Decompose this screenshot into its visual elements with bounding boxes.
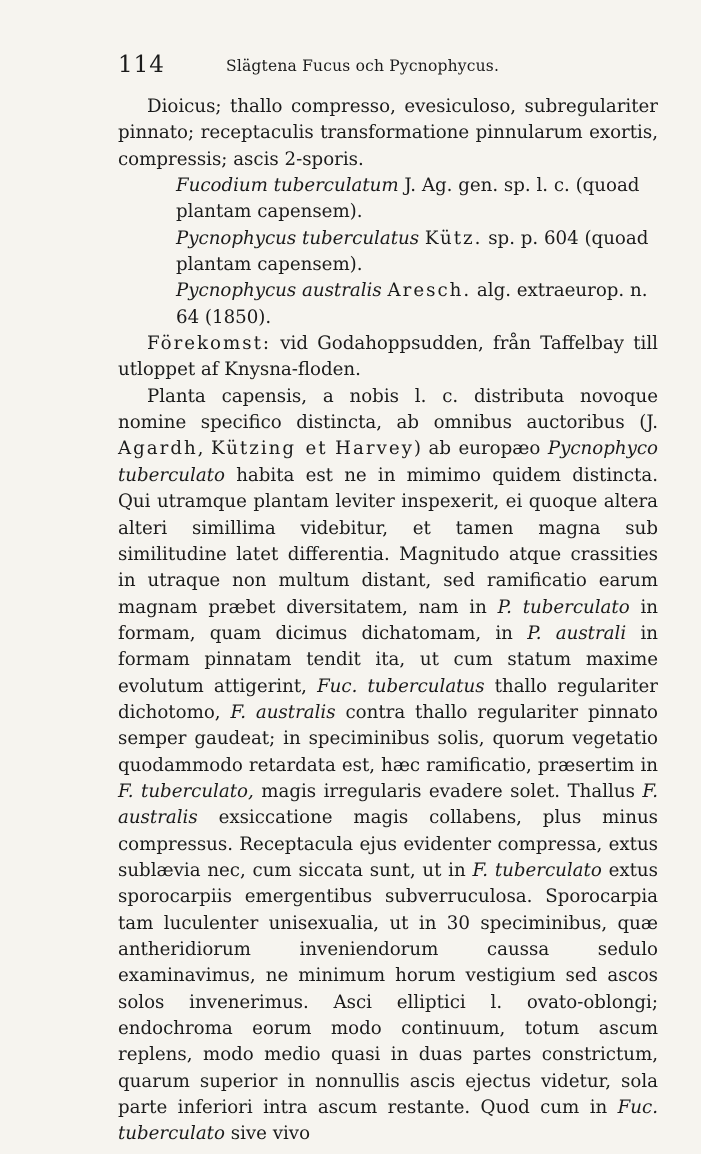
description-paragraph	[118, 384, 658, 1148]
text-run: Planta capensis, a nobis l. c. distributa novoque nomine specifico distincta, ab omnibus auctoribus (J.	[118, 385, 658, 434]
occurrence-label: Förekomst:	[147, 333, 272, 355]
synonym-author: J. Ag.	[404, 175, 453, 197]
synonym-name: Pycnophycus tuberculatus	[176, 227, 420, 249]
synonym-2	[118, 226, 658, 279]
synonym-reference: sp. p. 604 (quoad plantam capensem).	[176, 227, 649, 276]
text-run: extus sporocarpiis emergentibus subverruculosa. Sporocarpia tam luculenter unisexualia, ut in 30 speciminibus, quæ antheridiorum inveniendorum caussa sedulo examinavimus, ne minimum horum vestigium sed ascos solos invenerimus. Asci elliptici l. ovato-oblongi; endochroma eorum modo continuum, totum ascum replens, modo medio quasi in duas partes constrictum, quarum superior in nonnullis ascis ejectus videtur, sola parte inferiori intra ascum restante. Quod cum in	[118, 859, 658, 1119]
text-run: exsiccatione magis collabens, plus minus compressus. Receptacula ejus evidenter compressa, extus sublævia nec, cum siccata sunt, ut in	[118, 807, 658, 881]
text-run: sive vivo	[230, 1123, 311, 1145]
synonym-author: Aresch.	[387, 280, 472, 302]
taxon-name: Pycnophyco tuberculato	[118, 438, 658, 486]
text-run: magis irregularis evadere solet. Thallus	[261, 780, 635, 802]
taxon-name: F. australis	[118, 780, 658, 829]
taxon-name: P. tuberculato	[497, 596, 630, 618]
page-number: 114	[118, 52, 165, 78]
text-run: contra thallo regulariter pinnato semper gaudeat; in speciminibus solis, quorum vegetatio quodammodo retardata est, hæc ramificatio, præsertim in	[118, 701, 658, 776]
taxon-name: Fuc. tuberculatus	[317, 675, 485, 697]
taxon-name: F. tuberculato	[472, 859, 602, 881]
synonym-name: Pycnophycus australis	[176, 280, 382, 302]
page-body	[118, 94, 658, 1148]
synonym-3	[118, 278, 658, 331]
text-run: ,	[197, 438, 204, 460]
author-name: Harvey	[335, 438, 414, 460]
synonym-author: Kütz.	[424, 227, 483, 249]
occurrence-text: vid Godahoppsudden, från Taffelbay till utloppet af Knysna-floden.	[118, 333, 658, 381]
text-run: thallo regulariter dichotomo,	[118, 675, 658, 723]
synonym-name: Fucodium tuberculatum	[176, 175, 399, 197]
author-name: Agardh	[118, 438, 198, 460]
text-run: in formam pinnatam tendit ita, ut cum statum maxime evolutum attigerint,	[118, 622, 658, 697]
synonym-reference: gen. sp. l. c. (quoad plantam capensem).	[176, 175, 640, 223]
text-run: ) ab europæo	[413, 438, 541, 460]
author-name: Kütz	[211, 438, 261, 460]
running-head: Slägtena Fucus och Pycnophycus.	[226, 57, 500, 75]
page-header	[118, 52, 658, 82]
text-run: habita est ne in mimimo quidem distincta. Qui utramque plantam leviter inspexerit, ei quoque altera alteri simillima videbitur, et tamen magna sub similitudine latet differentia. Magnitudo atque crassities in utraque non multum distant, sed ramificatio earum magnam præbet diversitatem, nam in	[118, 464, 658, 618]
taxon-name: Fuc. tuberculato	[118, 1097, 658, 1145]
synonym-1	[118, 173, 658, 226]
taxon-name: P. australi	[527, 622, 627, 644]
species-diagnosis: Dioicus; thallo compresso, evesiculoso, subregulariter pinnato; receptaculis transformatione pinnularum exortis, compressis; ascis 2-sporis.	[118, 96, 658, 170]
text-run: ing et	[260, 438, 328, 460]
taxon-name: F. tuberculato,	[118, 780, 254, 802]
taxon-name: F. australis	[230, 701, 336, 723]
occurrence-paragraph	[118, 331, 658, 384]
synonym-reference: alg. extraeurop. n. 64 (1850).	[176, 280, 648, 328]
text-run: in formam, quam dicimus dichatomam, in	[118, 596, 658, 644]
